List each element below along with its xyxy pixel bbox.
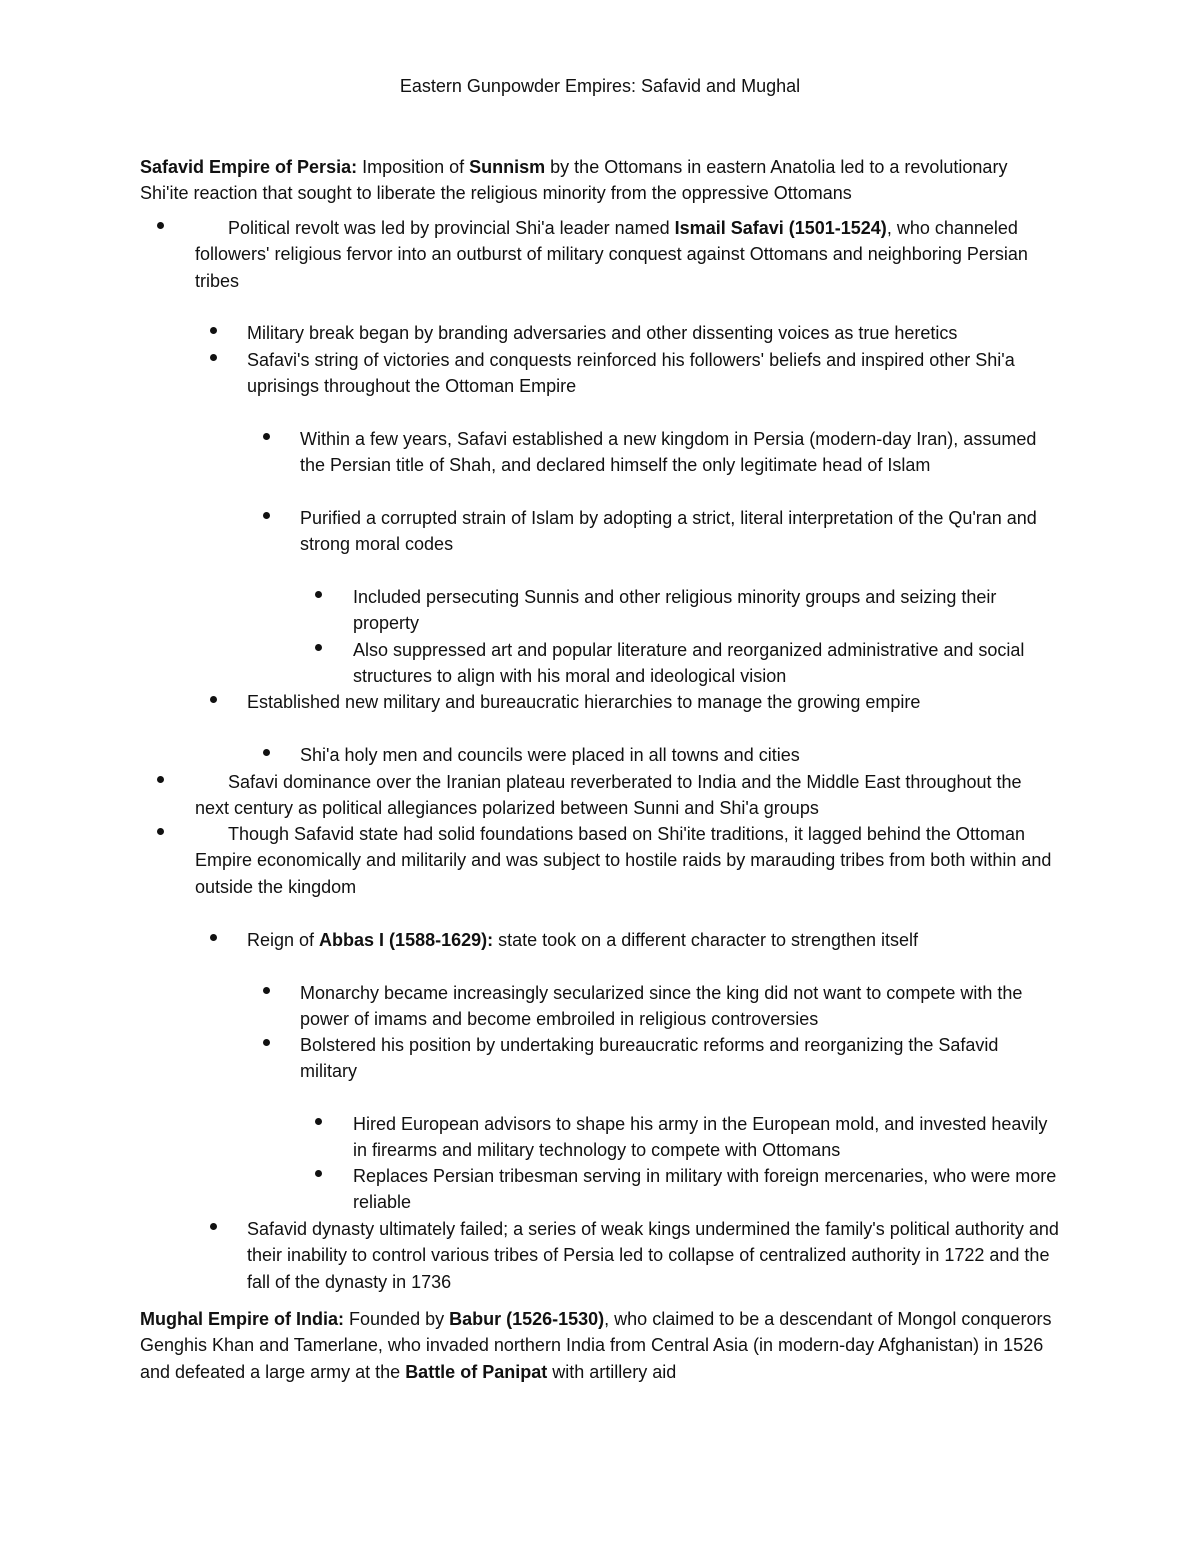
bullet-text (300, 742, 1060, 768)
text-run: Political revolt was led by provincial Shi'a leader named (228, 218, 675, 238)
bullet-dot-icon (210, 354, 217, 361)
page-title: Eastern Gunpowder Empires: Safavid and Mughal (399, 76, 801, 96)
bullet-text (247, 927, 1060, 953)
bullet-dot-icon (315, 1118, 322, 1125)
bullet-text (300, 505, 1060, 558)
bullet-dot-icon (157, 222, 164, 229)
text-run: Though Safavid state had solid foundations based on Shi'ite traditions, it lagged behind the Ottoman Empire economically and militarily and was subject to hostile raids by marauding tribes from both within and outside the kingdom (195, 824, 1052, 897)
bold-term: Abbas I (1588-1629): (319, 930, 494, 950)
bullet-text (195, 215, 1060, 294)
bullet-dot-icon (263, 749, 270, 756)
safavid-intro-paragraph (140, 154, 1060, 207)
bullet-dot-icon (263, 987, 270, 994)
bullet-text (195, 821, 1060, 900)
text-run: Within a few years, Safavi established a new kingdom in Persia (modern-day Iran), assumed the Persian title of Shah, and declared himself the only legitimate head of Islam (300, 429, 1037, 476)
text-run: , who channeled followers' religious fervor into an outburst of military conquest against Ottomans and neighboring Persian tribes (195, 218, 1028, 291)
bullet-text (247, 320, 1060, 346)
bullet-dot-icon (210, 934, 217, 941)
text-run: Safavi's string of victories and conquests reinforced his followers' beliefs and inspired other Shi'a uprisings throughout the Ottoman Empire (247, 350, 1015, 397)
safavid-heading: Safavid Empire of Persia: (140, 157, 358, 177)
mughal-intro-bold-babur: Babur (1526-1530) (449, 1309, 605, 1329)
bullet-dot-icon (263, 512, 270, 519)
bullet-dot-icon (157, 776, 164, 783)
bullet-text (353, 1163, 1060, 1216)
bullet-text (353, 584, 1060, 637)
bullet-dot-icon (157, 828, 164, 835)
mughal-heading: Mughal Empire of India: (140, 1309, 345, 1329)
text-run: state took on a different character to strengthen itself (493, 930, 919, 950)
text-run: Bolstered his position by undertaking bureaucratic reforms and reorganizing the Safavid military (300, 1035, 999, 1082)
bullet-text (353, 637, 1060, 690)
mughal-intro-bold-panipat: Battle of Panipat (405, 1361, 548, 1382)
bullet-dot-icon (315, 1170, 322, 1177)
bullet-dot-icon (210, 1223, 217, 1230)
text-run: Hired European advisors to shape his army in the European mold, and invested heavily in firearms and military technology to compete with Ottomans (353, 1114, 1048, 1161)
text-run: Safavid dynasty ultimately failed; a series of weak kings undermined the family's political authority and their inability to control various tribes of Persia led to collapse of centralized authority in 1722 and the fall of the dynasty in 1736 (247, 1219, 1059, 1292)
bullet-text (247, 1216, 1060, 1295)
bullet-text (247, 347, 1060, 400)
bullet-text (300, 980, 1060, 1033)
bullet-text (300, 1032, 1060, 1085)
bullet-dot-icon (263, 1039, 270, 1046)
safavid-intro-text-1: Imposition of (357, 157, 470, 177)
text-run: Monarchy became increasingly secularized since the king did not want to compete with the power of imams and become embroiled in religious controversies (300, 983, 1023, 1030)
mughal-intro-paragraph (140, 1306, 1060, 1385)
mughal-intro-text-3: with artillery aid (547, 1361, 677, 1382)
text-run: Also suppressed art and popular literature and reorganized administrative and social structures to align with his moral and ideological vision (353, 640, 1025, 687)
mughal-intro-text-1: Founded by (344, 1309, 450, 1329)
bullet-text (300, 426, 1060, 479)
text-run: Included persecuting Sunnis and other religious minority groups and seizing their property (353, 587, 997, 634)
text-run: Reign of (247, 930, 320, 950)
bullet-dot-icon (210, 696, 217, 703)
text-run: Purified a corrupted strain of Islam by adopting a strict, literal interpretation of the Qu'ran and strong moral codes (300, 508, 1037, 555)
bullet-text (247, 689, 1060, 715)
bullet-dot-icon (210, 327, 217, 334)
text-run: Military break began by branding adversaries and other dissenting voices as true heretics (247, 323, 958, 343)
text-run: Safavi dominance over the Iranian plateau reverberated to India and the Middle East throughout the next century as political allegiances polarized between Sunni and Shi'a groups (195, 772, 1022, 819)
bullet-dot-icon (315, 644, 322, 651)
text-run: Shi'a holy men and councils were placed in all towns and cities (300, 745, 800, 765)
bold-term: Ismail Safavi (1501-1524) (674, 218, 887, 238)
safavid-intro-text-2: by the Ottomans in eastern Anatolia led to a revolutionary Shi'ite reaction that sought to liberate the religious minority from the oppressive Ottomans (140, 157, 1008, 204)
text-run: Established new military and bureaucratic hierarchies to manage the growing empire (247, 692, 921, 712)
bullet-text (195, 769, 1060, 822)
bullet-dot-icon (315, 591, 322, 598)
bullet-text (353, 1111, 1060, 1164)
text-run: Replaces Persian tribesman serving in military with foreign mercenaries, who were more reliable (353, 1166, 1057, 1213)
mughal-intro-text-2: , who claimed to be a descendant of Mongol conquerors Genghis Khan and Tamerlane, who invaded northern India from Central Asia (in modern-day Afghanistan) in 1526 and defeated a large army at the (140, 1309, 1052, 1382)
bullet-dot-icon (263, 433, 270, 440)
safavid-intro-bold-sunnism: Sunnism (469, 157, 546, 177)
